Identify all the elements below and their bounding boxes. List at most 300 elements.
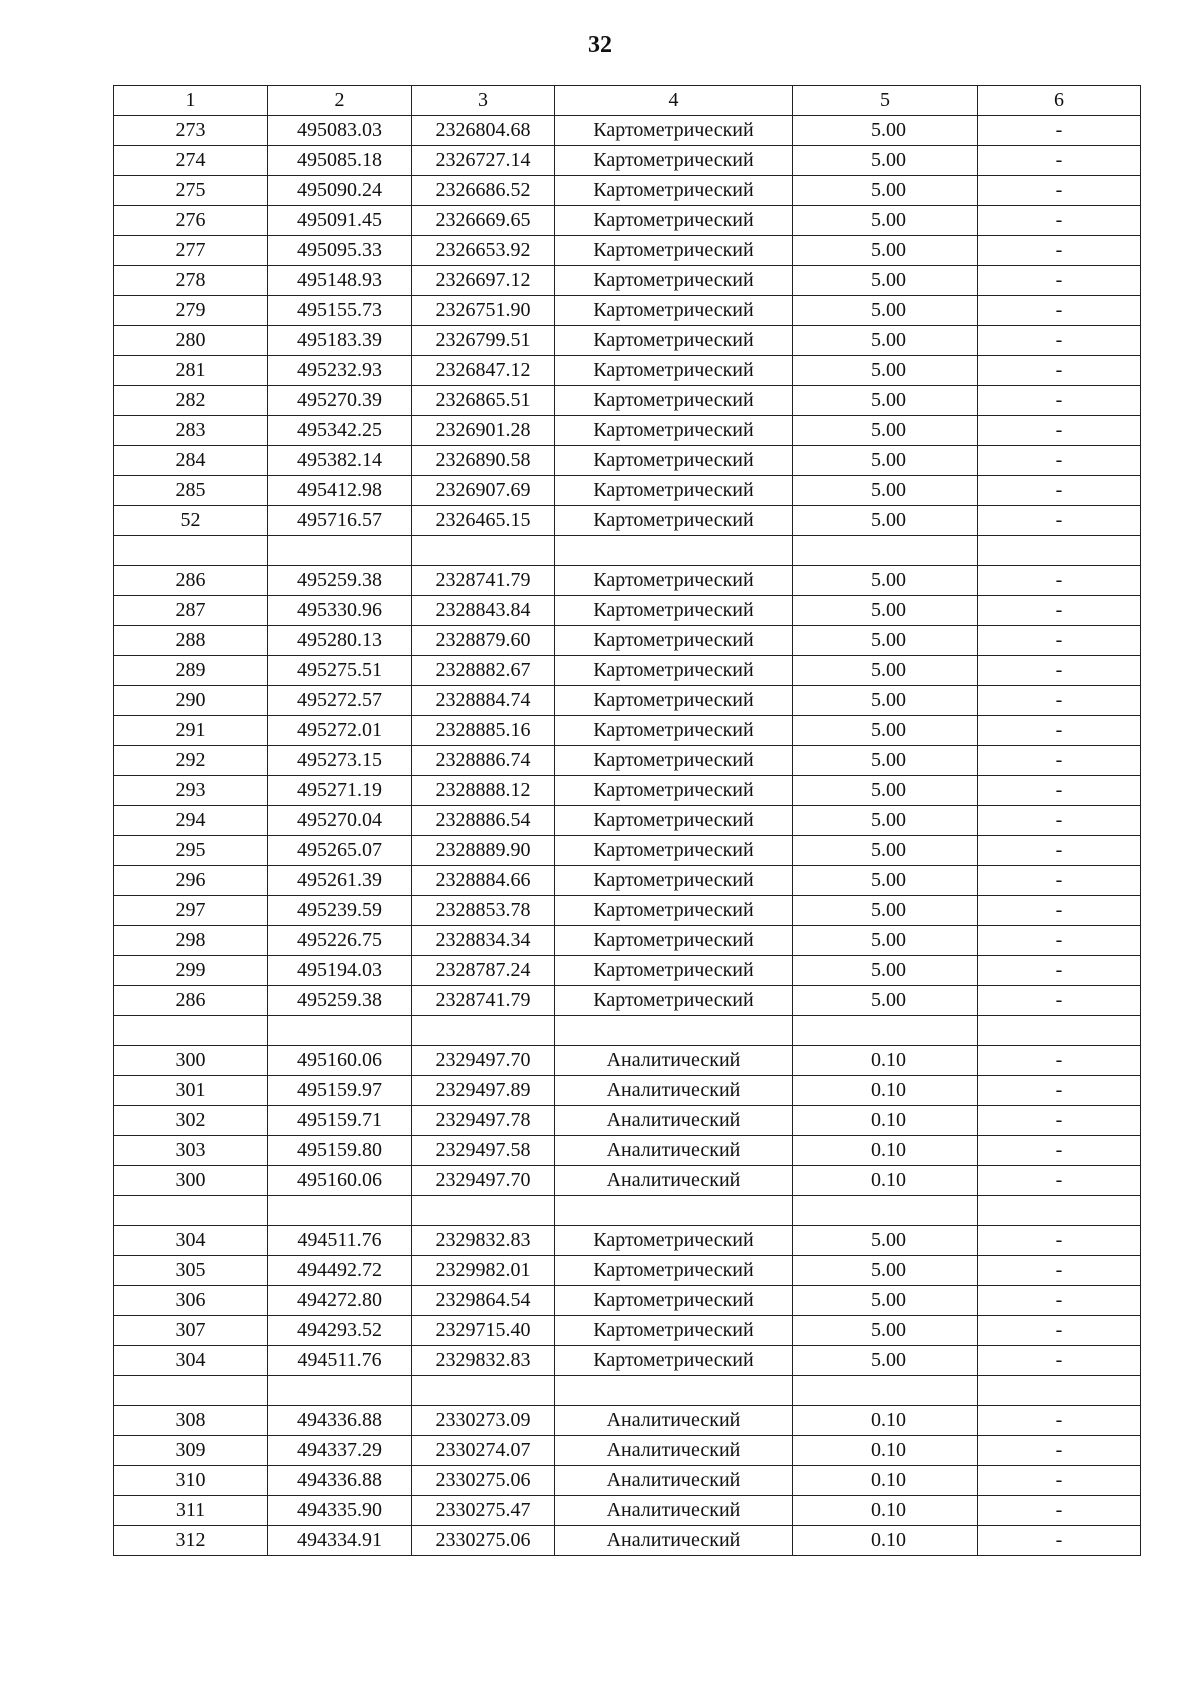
y-coordinate-cell: 2328843.84 <box>412 596 555 626</box>
accuracy-cell: 5.00 <box>793 1286 978 1316</box>
accuracy-cell: 0.10 <box>793 1136 978 1166</box>
description-cell: - <box>978 1496 1141 1526</box>
table-row <box>114 536 1141 566</box>
accuracy-cell <box>793 1376 978 1406</box>
point-number-cell: 295 <box>114 836 268 866</box>
x-coordinate-cell: 494335.90 <box>268 1496 412 1526</box>
method-cell: Картометрический <box>555 386 793 416</box>
description-cell: - <box>978 176 1141 206</box>
y-coordinate-cell: 2328884.66 <box>412 866 555 896</box>
accuracy-cell: 5.00 <box>793 986 978 1016</box>
description-cell: - <box>978 1286 1141 1316</box>
description-cell <box>978 1376 1141 1406</box>
y-coordinate-cell: 2330275.06 <box>412 1526 555 1556</box>
method-cell: Картометрический <box>555 176 793 206</box>
accuracy-cell: 5.00 <box>793 146 978 176</box>
description-cell <box>978 1196 1141 1226</box>
y-coordinate-cell: 2328741.79 <box>412 986 555 1016</box>
accuracy-cell: 5.00 <box>793 206 978 236</box>
x-coordinate-cell: 494511.76 <box>268 1346 412 1376</box>
y-coordinate-cell: 2326907.69 <box>412 476 555 506</box>
accuracy-cell: 0.10 <box>793 1406 978 1436</box>
table-body <box>114 116 1141 1556</box>
x-coordinate-cell: 495272.01 <box>268 716 412 746</box>
point-number-cell <box>114 1376 268 1406</box>
description-cell: - <box>978 776 1141 806</box>
x-coordinate-cell: 495275.51 <box>268 656 412 686</box>
point-number-cell: 306 <box>114 1286 268 1316</box>
header-cell-method: 4 <box>555 86 793 116</box>
table-row <box>114 266 1141 296</box>
table-row <box>114 146 1141 176</box>
x-coordinate-cell: 495259.38 <box>268 986 412 1016</box>
y-coordinate-cell: 2326669.65 <box>412 206 555 236</box>
point-number-cell: 274 <box>114 146 268 176</box>
description-cell: - <box>978 1346 1141 1376</box>
accuracy-cell: 5.00 <box>793 326 978 356</box>
y-coordinate-cell: 2326727.14 <box>412 146 555 176</box>
y-coordinate-cell: 2328886.74 <box>412 746 555 776</box>
description-cell: - <box>978 1316 1141 1346</box>
description-cell: - <box>978 116 1141 146</box>
accuracy-cell: 0.10 <box>793 1166 978 1196</box>
method-cell: Аналитический <box>555 1136 793 1166</box>
point-number-cell: 276 <box>114 206 268 236</box>
point-number-cell: 302 <box>114 1106 268 1136</box>
header-cell-point-number: 1 <box>114 86 268 116</box>
description-cell: - <box>978 1226 1141 1256</box>
accuracy-cell: 5.00 <box>793 446 978 476</box>
method-cell: Картометрический <box>555 986 793 1016</box>
point-number-cell: 52 <box>114 506 268 536</box>
x-coordinate-cell: 495412.98 <box>268 476 412 506</box>
y-coordinate-cell: 2329982.01 <box>412 1256 555 1286</box>
y-coordinate-cell: 2328853.78 <box>412 896 555 926</box>
y-coordinate-cell: 2328879.60 <box>412 626 555 656</box>
point-number-cell <box>114 1196 268 1226</box>
table-row <box>114 1496 1141 1526</box>
table-row <box>114 356 1141 386</box>
description-cell: - <box>978 596 1141 626</box>
x-coordinate-cell: 494336.88 <box>268 1406 412 1436</box>
accuracy-cell: 5.00 <box>793 626 978 656</box>
table-row <box>114 866 1141 896</box>
table-row <box>114 896 1141 926</box>
point-number-cell: 305 <box>114 1256 268 1286</box>
x-coordinate-cell: 494293.52 <box>268 1316 412 1346</box>
table-row <box>114 1226 1141 1256</box>
y-coordinate-cell <box>412 1196 555 1226</box>
description-cell: - <box>978 716 1141 746</box>
description-cell: - <box>978 146 1141 176</box>
point-number-cell: 275 <box>114 176 268 206</box>
point-number-cell <box>114 536 268 566</box>
x-coordinate-cell: 495239.59 <box>268 896 412 926</box>
x-coordinate-cell: 495342.25 <box>268 416 412 446</box>
y-coordinate-cell: 2328884.74 <box>412 686 555 716</box>
y-coordinate-cell: 2326865.51 <box>412 386 555 416</box>
point-number-cell: 279 <box>114 296 268 326</box>
x-coordinate-cell: 495090.24 <box>268 176 412 206</box>
x-coordinate-cell: 494334.91 <box>268 1526 412 1556</box>
y-coordinate-cell: 2326901.28 <box>412 416 555 446</box>
description-cell: - <box>978 656 1141 686</box>
x-coordinate-cell <box>268 1376 412 1406</box>
point-number-cell: 280 <box>114 326 268 356</box>
description-cell: - <box>978 896 1141 926</box>
y-coordinate-cell: 2329497.58 <box>412 1136 555 1166</box>
description-cell: - <box>978 806 1141 836</box>
description-cell: - <box>978 626 1141 656</box>
accuracy-cell: 5.00 <box>793 896 978 926</box>
table-row <box>114 296 1141 326</box>
table-row <box>114 206 1141 236</box>
table-row <box>114 176 1141 206</box>
method-cell: Аналитический <box>555 1046 793 1076</box>
point-number-cell: 291 <box>114 716 268 746</box>
method-cell: Картометрический <box>555 416 793 446</box>
accuracy-cell: 5.00 <box>793 1346 978 1376</box>
x-coordinate-cell: 494272.80 <box>268 1286 412 1316</box>
x-coordinate-cell: 495226.75 <box>268 926 412 956</box>
point-number-cell: 307 <box>114 1316 268 1346</box>
method-cell: Аналитический <box>555 1496 793 1526</box>
description-cell: - <box>978 836 1141 866</box>
method-cell: Аналитический <box>555 1436 793 1466</box>
point-number-cell: 290 <box>114 686 268 716</box>
description-cell <box>978 1016 1141 1046</box>
description-cell: - <box>978 326 1141 356</box>
method-cell <box>555 1196 793 1226</box>
table-row <box>114 716 1141 746</box>
accuracy-cell: 5.00 <box>793 1256 978 1286</box>
x-coordinate-cell: 494492.72 <box>268 1256 412 1286</box>
table-row <box>114 236 1141 266</box>
x-coordinate-cell: 495271.19 <box>268 776 412 806</box>
x-coordinate-cell: 495280.13 <box>268 626 412 656</box>
header-row <box>114 86 1141 116</box>
y-coordinate-cell <box>412 1376 555 1406</box>
method-cell: Картометрический <box>555 836 793 866</box>
y-coordinate-cell: 2329832.83 <box>412 1346 555 1376</box>
y-coordinate-cell: 2330275.06 <box>412 1466 555 1496</box>
table-row <box>114 926 1141 956</box>
description-cell: - <box>978 1466 1141 1496</box>
x-coordinate-cell <box>268 1196 412 1226</box>
y-coordinate-cell: 2328882.67 <box>412 656 555 686</box>
accuracy-cell: 5.00 <box>793 176 978 206</box>
description-cell: - <box>978 866 1141 896</box>
accuracy-cell: 5.00 <box>793 716 978 746</box>
point-number-cell: 287 <box>114 596 268 626</box>
point-number-cell: 308 <box>114 1406 268 1436</box>
method-cell: Картометрический <box>555 926 793 956</box>
y-coordinate-cell <box>412 1016 555 1046</box>
table-row <box>114 326 1141 356</box>
accuracy-cell: 5.00 <box>793 416 978 446</box>
table-row <box>114 1196 1141 1226</box>
accuracy-cell: 5.00 <box>793 836 978 866</box>
x-coordinate-cell: 494337.29 <box>268 1436 412 1466</box>
table-row <box>114 1166 1141 1196</box>
method-cell: Аналитический <box>555 1526 793 1556</box>
description-cell: - <box>978 206 1141 236</box>
accuracy-cell: 5.00 <box>793 776 978 806</box>
table-row <box>114 836 1141 866</box>
method-cell: Аналитический <box>555 1106 793 1136</box>
x-coordinate-cell: 495382.14 <box>268 446 412 476</box>
header-cell-x-coordinate: 2 <box>268 86 412 116</box>
y-coordinate-cell: 2329497.70 <box>412 1046 555 1076</box>
method-cell: Аналитический <box>555 1406 793 1436</box>
description-cell: - <box>978 1166 1141 1196</box>
y-coordinate-cell: 2326890.58 <box>412 446 555 476</box>
description-cell: - <box>978 1406 1141 1436</box>
x-coordinate-cell: 495272.57 <box>268 686 412 716</box>
table-row <box>114 1106 1141 1136</box>
y-coordinate-cell: 2328834.34 <box>412 926 555 956</box>
point-number-cell: 273 <box>114 116 268 146</box>
coordinates-table <box>113 85 1141 1556</box>
table-row <box>114 1136 1141 1166</box>
accuracy-cell: 5.00 <box>793 866 978 896</box>
x-coordinate-cell: 495270.39 <box>268 386 412 416</box>
method-cell: Картометрический <box>555 806 793 836</box>
y-coordinate-cell: 2329864.54 <box>412 1286 555 1316</box>
y-coordinate-cell: 2328886.54 <box>412 806 555 836</box>
table-row <box>114 596 1141 626</box>
method-cell: Картометрический <box>555 866 793 896</box>
accuracy-cell: 5.00 <box>793 236 978 266</box>
method-cell: Картометрический <box>555 656 793 686</box>
description-cell: - <box>978 746 1141 776</box>
table-row <box>114 1046 1141 1076</box>
method-cell: Картометрический <box>555 116 793 146</box>
y-coordinate-cell: 2326847.12 <box>412 356 555 386</box>
table-row <box>114 956 1141 986</box>
point-number-cell: 283 <box>114 416 268 446</box>
y-coordinate-cell: 2328889.90 <box>412 836 555 866</box>
x-coordinate-cell: 495261.39 <box>268 866 412 896</box>
point-number-cell: 299 <box>114 956 268 986</box>
y-coordinate-cell: 2326804.68 <box>412 116 555 146</box>
x-coordinate-cell: 495155.73 <box>268 296 412 326</box>
description-cell: - <box>978 926 1141 956</box>
accuracy-cell: 5.00 <box>793 806 978 836</box>
x-coordinate-cell: 495159.71 <box>268 1106 412 1136</box>
point-number-cell: 301 <box>114 1076 268 1106</box>
y-coordinate-cell: 2326465.15 <box>412 506 555 536</box>
table-row <box>114 686 1141 716</box>
description-cell: - <box>978 446 1141 476</box>
accuracy-cell <box>793 1196 978 1226</box>
x-coordinate-cell: 495095.33 <box>268 236 412 266</box>
method-cell: Картометрический <box>555 566 793 596</box>
point-number-cell: 303 <box>114 1136 268 1166</box>
header-cell-accuracy: 5 <box>793 86 978 116</box>
y-coordinate-cell: 2328741.79 <box>412 566 555 596</box>
table-row <box>114 806 1141 836</box>
description-cell: - <box>978 236 1141 266</box>
table-row <box>114 386 1141 416</box>
method-cell <box>555 1376 793 1406</box>
method-cell <box>555 1016 793 1046</box>
x-coordinate-cell: 495160.06 <box>268 1046 412 1076</box>
table-row <box>114 1256 1141 1286</box>
y-coordinate-cell: 2330274.07 <box>412 1436 555 1466</box>
accuracy-cell: 0.10 <box>793 1046 978 1076</box>
table-row <box>114 746 1141 776</box>
accuracy-cell: 5.00 <box>793 956 978 986</box>
y-coordinate-cell: 2329497.70 <box>412 1166 555 1196</box>
table-row <box>114 1526 1141 1556</box>
table-row <box>114 116 1141 146</box>
method-cell: Картометрический <box>555 236 793 266</box>
accuracy-cell: 5.00 <box>793 746 978 776</box>
point-number-cell: 286 <box>114 566 268 596</box>
method-cell: Картометрический <box>555 1256 793 1286</box>
description-cell: - <box>978 476 1141 506</box>
y-coordinate-cell: 2329497.89 <box>412 1076 555 1106</box>
x-coordinate-cell <box>268 1016 412 1046</box>
page-number: 32 <box>588 32 612 58</box>
x-coordinate-cell: 495085.18 <box>268 146 412 176</box>
description-cell: - <box>978 986 1141 1016</box>
accuracy-cell: 5.00 <box>793 386 978 416</box>
accuracy-cell: 5.00 <box>793 566 978 596</box>
accuracy-cell: 0.10 <box>793 1106 978 1136</box>
method-cell: Картометрический <box>555 206 793 236</box>
accuracy-cell: 0.10 <box>793 1496 978 1526</box>
table-row <box>114 416 1141 446</box>
table-row <box>114 626 1141 656</box>
accuracy-cell: 5.00 <box>793 296 978 326</box>
x-coordinate-cell: 495265.07 <box>268 836 412 866</box>
accuracy-cell: 5.00 <box>793 1316 978 1346</box>
y-coordinate-cell: 2329497.78 <box>412 1106 555 1136</box>
point-number-cell: 286 <box>114 986 268 1016</box>
description-cell: - <box>978 1106 1141 1136</box>
x-coordinate-cell: 495159.97 <box>268 1076 412 1106</box>
method-cell: Картометрический <box>555 1316 793 1346</box>
description-cell: - <box>978 566 1141 596</box>
point-number-cell: 289 <box>114 656 268 686</box>
header-cell-description: 6 <box>978 86 1141 116</box>
y-coordinate-cell: 2326697.12 <box>412 266 555 296</box>
method-cell: Картометрический <box>555 296 793 326</box>
table-row <box>114 1436 1141 1466</box>
accuracy-cell <box>793 1016 978 1046</box>
method-cell: Картометрический <box>555 746 793 776</box>
table-row <box>114 1376 1141 1406</box>
y-coordinate-cell: 2326799.51 <box>412 326 555 356</box>
y-coordinate-cell: 2326653.92 <box>412 236 555 266</box>
method-cell: Картометрический <box>555 716 793 746</box>
method-cell: Аналитический <box>555 1076 793 1106</box>
x-coordinate-cell: 495716.57 <box>268 506 412 536</box>
method-cell: Картометрический <box>555 266 793 296</box>
table-row <box>114 656 1141 686</box>
y-coordinate-cell: 2328888.12 <box>412 776 555 806</box>
method-cell: Картометрический <box>555 776 793 806</box>
table-row <box>114 506 1141 536</box>
point-number-cell: 298 <box>114 926 268 956</box>
accuracy-cell: 0.10 <box>793 1076 978 1106</box>
table-row <box>114 1316 1141 1346</box>
table-row <box>114 1016 1141 1046</box>
table-row <box>114 1466 1141 1496</box>
y-coordinate-cell: 2330275.47 <box>412 1496 555 1526</box>
table-header <box>114 86 1141 116</box>
point-number-cell: 294 <box>114 806 268 836</box>
description-cell: - <box>978 1136 1141 1166</box>
method-cell: Картометрический <box>555 1286 793 1316</box>
description-cell: - <box>978 386 1141 416</box>
x-coordinate-cell: 495194.03 <box>268 956 412 986</box>
description-cell: - <box>978 1256 1141 1286</box>
method-cell: Картометрический <box>555 506 793 536</box>
description-cell: - <box>978 296 1141 326</box>
point-number-cell: 281 <box>114 356 268 386</box>
y-coordinate-cell: 2329715.40 <box>412 1316 555 1346</box>
y-coordinate-cell: 2328885.16 <box>412 716 555 746</box>
method-cell: Картометрический <box>555 896 793 926</box>
point-number-cell: 282 <box>114 386 268 416</box>
description-cell: - <box>978 956 1141 986</box>
x-coordinate-cell: 494511.76 <box>268 1226 412 1256</box>
table-row <box>114 1286 1141 1316</box>
accuracy-cell: 5.00 <box>793 926 978 956</box>
x-coordinate-cell: 495330.96 <box>268 596 412 626</box>
accuracy-cell: 5.00 <box>793 686 978 716</box>
accuracy-cell: 5.00 <box>793 476 978 506</box>
point-number-cell: 304 <box>114 1226 268 1256</box>
point-number-cell: 312 <box>114 1526 268 1556</box>
y-coordinate-cell: 2328787.24 <box>412 956 555 986</box>
x-coordinate-cell <box>268 536 412 566</box>
method-cell: Картометрический <box>555 596 793 626</box>
y-coordinate-cell <box>412 536 555 566</box>
description-cell: - <box>978 1436 1141 1466</box>
point-number-cell <box>114 1016 268 1046</box>
accuracy-cell: 0.10 <box>793 1526 978 1556</box>
description-cell: - <box>978 1526 1141 1556</box>
table-row <box>114 446 1141 476</box>
point-number-cell: 288 <box>114 626 268 656</box>
point-number-cell: 300 <box>114 1166 268 1196</box>
description-cell <box>978 536 1141 566</box>
point-number-cell: 296 <box>114 866 268 896</box>
x-coordinate-cell: 495232.93 <box>268 356 412 386</box>
description-cell: - <box>978 356 1141 386</box>
point-number-cell: 277 <box>114 236 268 266</box>
table-row <box>114 1406 1141 1436</box>
point-number-cell: 278 <box>114 266 268 296</box>
x-coordinate-cell: 495270.04 <box>268 806 412 836</box>
accuracy-cell: 0.10 <box>793 1466 978 1496</box>
accuracy-cell: 5.00 <box>793 266 978 296</box>
y-coordinate-cell: 2326751.90 <box>412 296 555 326</box>
y-coordinate-cell: 2329832.83 <box>412 1226 555 1256</box>
point-number-cell: 310 <box>114 1466 268 1496</box>
header-cell-y-coordinate: 3 <box>412 86 555 116</box>
description-cell: - <box>978 506 1141 536</box>
x-coordinate-cell: 495183.39 <box>268 326 412 356</box>
method-cell: Картометрический <box>555 626 793 656</box>
y-coordinate-cell: 2326686.52 <box>412 176 555 206</box>
accuracy-cell: 5.00 <box>793 506 978 536</box>
table-row <box>114 476 1141 506</box>
